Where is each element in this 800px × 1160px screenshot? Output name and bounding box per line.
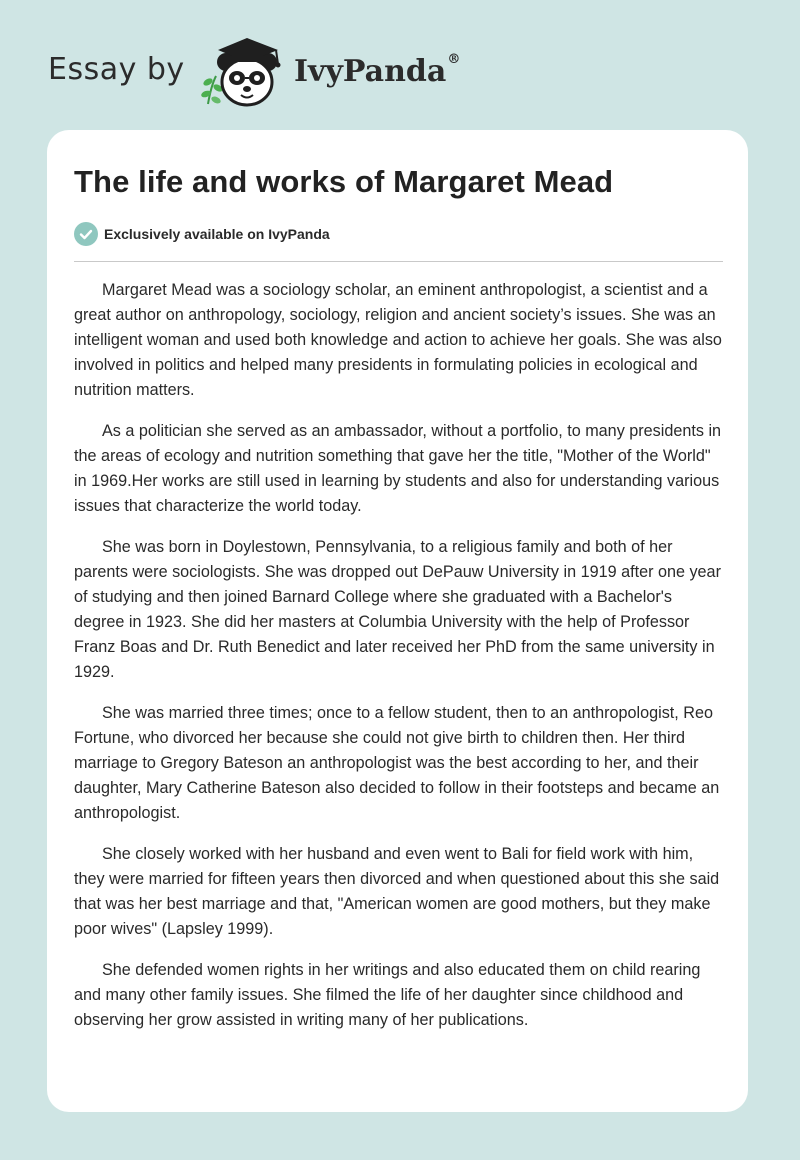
page-title: The life and works of Margaret Mead <box>74 164 614 199</box>
check-circle-icon <box>74 222 98 246</box>
paragraph: She defended women rights in her writings and also educated them on child rearing and many other family issues. She filmed the life of her daughter since childhood and observing her grow assisted in writing many of her publications. <box>74 961 701 1029</box>
paragraph: She closely worked with her husband and even went to Bali for field work with him, they were married for fifteen years then divorced and when questioned about this she said that was her best marriage and that, "American women are good mothers, but they make poor wives" (Lapsley 1999). <box>74 845 720 938</box>
exclusive-badge <box>74 222 330 246</box>
paragraph: She was married three times; once to a fellow student, then to an anthropologist, Reo Fortune, who divorced her because she could not give birth to children then. Her third marriage to Gregory Bateson an anthropologist was the best according to her, and their daughter, Mary Catherine Bateson also decided to follow in their footsteps and became an anthropologist. <box>74 704 720 822</box>
brand-name: IvyPanda® <box>294 52 461 89</box>
badge-label: Exclusively available on IvyPanda <box>104 226 330 242</box>
essay-by-label: Essay by <box>48 52 185 87</box>
title-divider <box>74 261 723 262</box>
paragraph: Margaret Mead was a sociology scholar, an eminent anthropologist, a scientist and a great author on anthropology, sociology, religion and ancient society’s issues. She was an intelligent woman and used both knowledge and action to achieve her goals. She was also involved in politics and helped many presidents in formulating policies in ecological and nutrition matters. <box>74 281 722 399</box>
essay-card <box>47 130 748 1112</box>
essay-body <box>74 278 724 1049</box>
panda-graduate-icon <box>198 32 288 110</box>
paragraph: As a politician she served as an ambassador, without a portfolio, to many presidents in the areas of ecology and nutrition something that gave her the title, "Mother of the World" in 1969.Her works are still used in learning by students and also for understanding various issues that characterize the world today. <box>74 422 722 515</box>
registered-mark: ® <box>447 52 461 67</box>
site-header <box>46 32 506 112</box>
paragraph: She was born in Doylestown, Pennsylvania, to a religious family and both of her parents were sociologists. She was dropped out DePauw University in 1919 after one year of studying and then joined Barnard College where she graduated with a Bachelor's degree in 1923. She did her masters at Columbia University with the help of Professor Franz Boas and Dr. Ruth Benedict and later received her PhD from the same university in 1929. <box>74 538 721 681</box>
